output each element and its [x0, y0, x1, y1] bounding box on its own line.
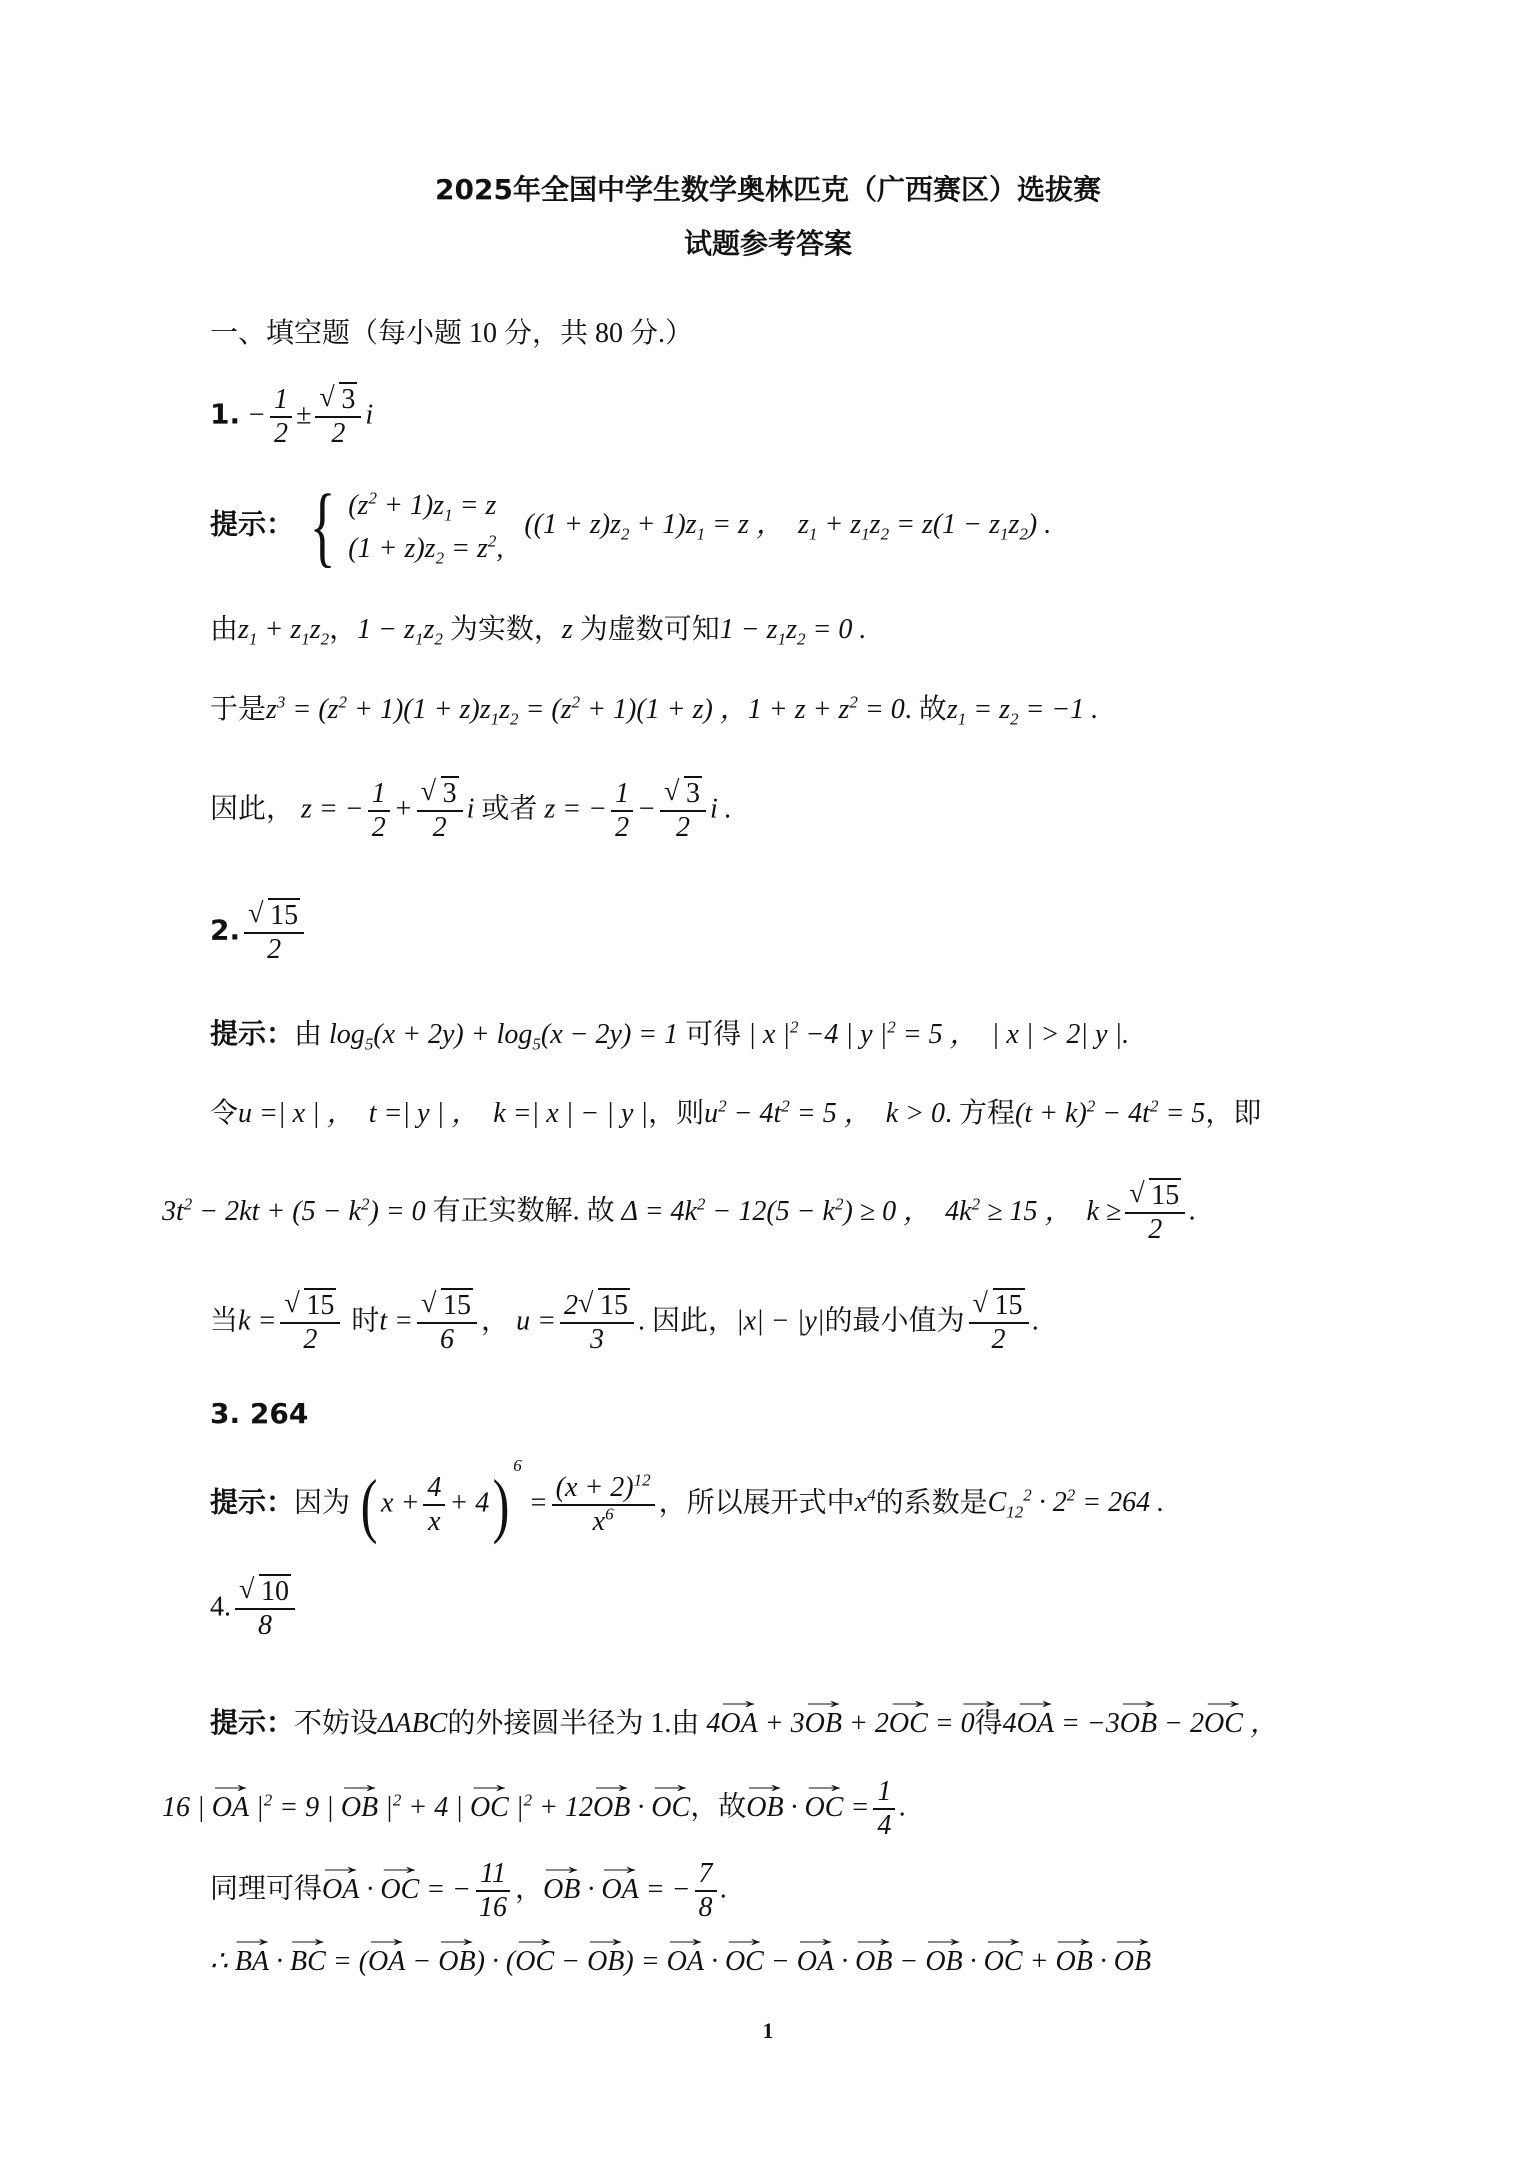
- problem-1-line-4: 于是$z^3 = (z^2 + 1)(1 + z)z_1z_2 = (z^2 + 1)(1 + z)$ ，$1 + z + z^2 = 0$. 故$z_1 = z_2 = -1$ .: [210, 692, 1099, 729]
- problem-2-hint: 提示：由 $\log_5(x + 2y) + \log_5(x - 2y) = 1$ 可得 | x $|^2 -4$ | y $|^2 = 5$ ， | x | > 2| y |.: [210, 1017, 1130, 1054]
- problem-2-line-4: $3t^2 - 2kt + (5 - k^2) = 0$ 有正实数解. 故 $\Delta = 4k^2 - 12(5 - k^2) \ge 0$ ， $4k^2 \ge 15$ ， k ≥ √ $\frac{15}{2}$ .: [162, 1180, 1196, 1246]
- problem-4-hint: 提示：不妨设ΔABC的外接圆半径为 1.由 4OA → + 3OB → + 2OC → = 0 →得4OA → = −3OB → − 2OC → ，: [210, 1700, 1278, 1741]
- problem-4-line-2: 16 | OA → $|^2 = 9$ | OB → $|^2 + 4$ | OC → $|^2 + 12OB$ → · OC →，故OB → · OC → = $\frac{1}{4}$ .: [162, 1776, 906, 1842]
- document-subtitle: 试题参考答案: [683, 227, 852, 260]
- hint-label: 提示：: [210, 1706, 295, 1739]
- problem-2-line-5: 当k = √ $\frac{15}{2}$ 时t = √ $\frac{15}{6}$ ， u = $\frac{2√ 15}{3}$ . 因此，|x| − |y|的最小值为 √ $\frac{15}{2}$ .: [210, 1290, 1040, 1356]
- problem-3-answer: 3. 264: [210, 1397, 309, 1430]
- section-heading: 一、填空题（每小题 10 分，共 80 分.）: [210, 318, 694, 349]
- problem-2-answer: 2. √ $\frac{15}{2}$: [210, 900, 308, 966]
- problem-3-hint: 提示：因为 ( x + $\frac{4}{x}$ + 4) $^6$ = $\frac{(x + 2)^{12}}{x^6}$ ，所以展开式中$x^4$的系数是$C_{12}^2 \cdot 2^2 = 264$ .: [210, 1456, 1165, 1545]
- problem-2-line-3: 令u =| x | ， t =| y | ， k =| x | − | y |，则$u^2 - 4t^2 = 5$ ， k > 0. 方程$(t + k)^2 - 4t^2 = 5$，即: [210, 1096, 1262, 1129]
- problem-1-answer: 1. − $\frac{1}{2}$ ± √ $\frac{3}{2}$ i: [210, 384, 373, 450]
- problem-number: 2.: [210, 913, 241, 947]
- document-title: 2025年全国中学生数学奥林匹克（广西赛区）选拔赛: [435, 173, 1101, 206]
- problem-4-answer: 4. √ $\frac{10}{8}$: [210, 1576, 299, 1642]
- problem-1-line-5: 因此， z = − $\frac{1}{2}$ + √ $\frac{3}{2}$ i 或者 z = − $\frac{1}{2}$ − √ $\frac{3}{2}$ i .: [210, 778, 732, 844]
- problem-number: 1.: [210, 397, 241, 431]
- problem-number: 4.: [210, 1591, 231, 1623]
- hint-label: 提示：: [210, 1485, 295, 1519]
- hint-label: 提示：: [210, 1017, 295, 1050]
- problem-4-line-4: ∴ BA → · BC → = (OA → − OB →) · (OC → − OB →) = OA → · OC → − OA → · OB → − OB → · OC → + OB → · OB →: [210, 1938, 1151, 1979]
- problem-4-line-3: 同理可得OA → · OC → = − $\frac{11}{16}$ ，OB → · OA → = − $\frac{7}{8}$ .: [210, 1858, 728, 1924]
- page-number: 1: [762, 2018, 774, 2043]
- problem-1-hint: 提示： { $(z^2 + 1)z_1 = z$ $(1 + z)z_2 = z^2$, $((1 + z)z_2 + 1)z_1 = z$ ， $z_1 + z_1z_2 = z(1 - z_1z_2)$ .: [210, 477, 1052, 576]
- problem-1-line-3: 由$z_1 + z_1z_2$，$1 - z_1z_2$ 为实数，z 为虚数可知$1 - z_1z_2 = 0$ .: [210, 614, 867, 649]
- hint-label: 提示：: [210, 507, 295, 541]
